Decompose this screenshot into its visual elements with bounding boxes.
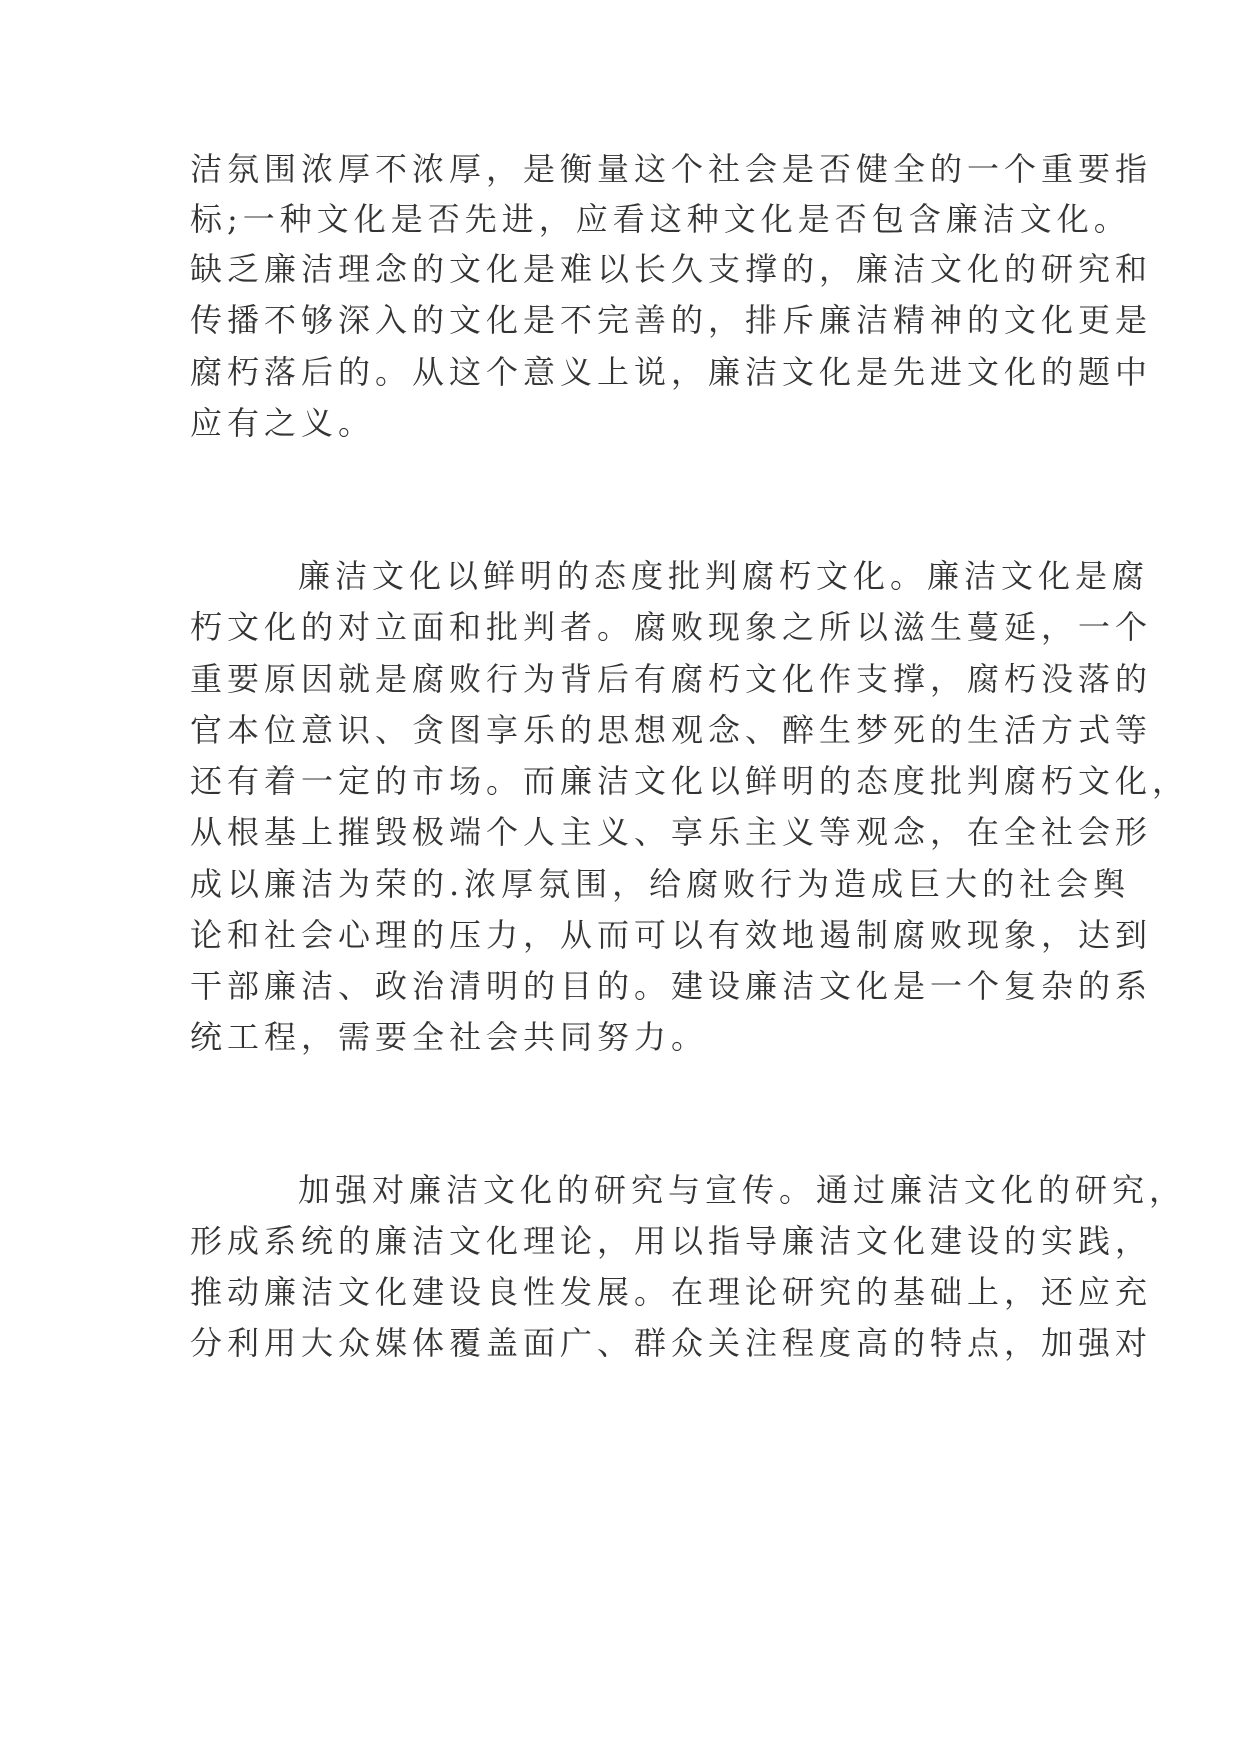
paragraph-2-line-4: 官本位意识、贪图享乐的思想观念、醉生梦死的生活方式等 — [190, 711, 1153, 749]
paragraph-2-line-10: 统工程，需要全社会共同努力。 — [190, 1018, 709, 1056]
paragraph-3-line-1: 加强对廉洁文化的研究与宣传。通过廉洁文化的研究， — [298, 1171, 1187, 1209]
paragraph-2-line-6: 从根基上摧毁极端个人主义、享乐主义等观念，在全社会形 — [190, 813, 1153, 851]
paragraph-2-line-3: 重要原因就是腐败行为背后有腐朽文化作支撑，腐朽没落的 — [190, 660, 1153, 698]
paragraph-1-line-2: 标;一种文化是否先进，应看这种文化是否包含廉洁文化。 — [190, 200, 1131, 238]
paragraph-1-line-4: 传播不够深入的文化是不完善的，排斥廉洁精神的文化更是 — [190, 301, 1153, 339]
paragraph-1-line-5: 腐朽落后的。从这个意义上说，廉洁文化是先进文化的题中 — [190, 353, 1153, 391]
paragraph-3-line-2: 形成系统的廉洁文化理论，用以指导廉洁文化建设的实践， — [190, 1222, 1153, 1260]
paragraph-3-line-4: 分利用大众媒体覆盖面广、群众关注程度高的特点，加强对 — [190, 1324, 1153, 1362]
paragraph-2-line-9: 干部廉洁、政治清明的目的。建设廉洁文化是一个复杂的系 — [190, 967, 1153, 1005]
paragraph-2-line-2: 朽文化的对立面和批判者。腐败现象之所以滋生蔓延，一个 — [190, 608, 1153, 646]
paragraph-2-line-1: 廉洁文化以鲜明的态度批判腐朽文化。廉洁文化是腐 — [298, 557, 1150, 595]
paragraph-2-line-7: 成以廉洁为荣的.浓厚氛围，给腐败行为造成巨大的社会舆 — [190, 865, 1131, 903]
paragraph-3-line-3: 推动廉洁文化建设良性发展。在理论研究的基础上，还应充 — [190, 1273, 1153, 1311]
paragraph-1-line-6: 应有之义。 — [190, 404, 376, 442]
paragraph-1-line-1: 洁氛围浓厚不浓厚，是衡量这个社会是否健全的一个重要指 — [190, 150, 1153, 188]
paragraph-1-line-3: 缺乏廉洁理念的文化是难以长久支撑的，廉洁文化的研究和 — [190, 250, 1153, 288]
paragraph-2-line-8: 论和社会心理的压力，从而可以有效地遏制腐败现象，达到 — [190, 916, 1153, 954]
paragraph-2-line-5: 还有着一定的市场。而廉洁文化以鲜明的态度批判腐朽文化， — [190, 762, 1190, 800]
